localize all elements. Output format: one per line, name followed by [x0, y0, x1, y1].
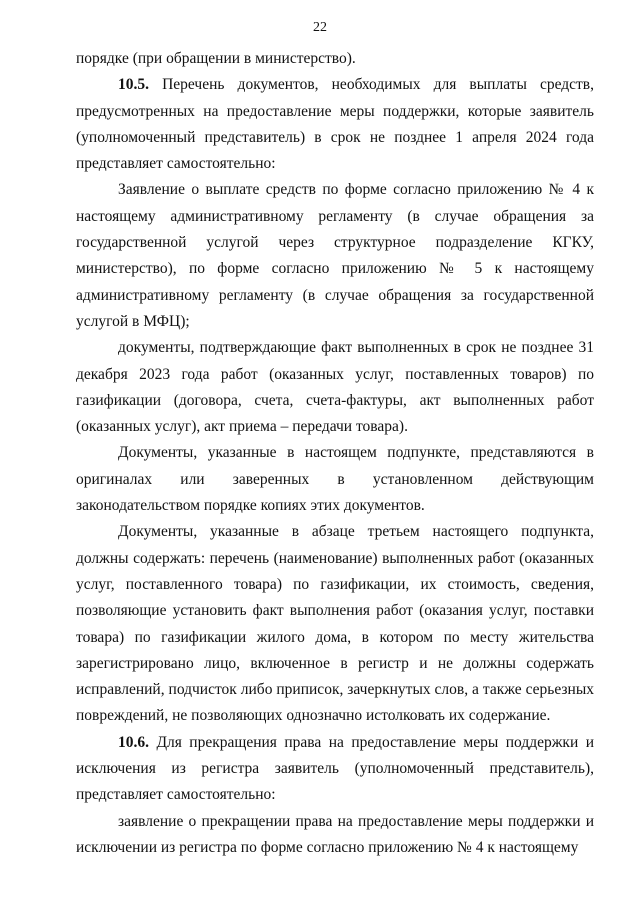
paragraph-10-6: [76, 730, 594, 809]
paragraph-text: Заявление о выплате средств по форме согласно приложению № 4 к настоящему административному регламенту (в случае обращения за государственной услугой через структурное подразделение КГКУ, министерство), по форме согласно приложению № 5 к настоящему административному регламенту (в случае обращения за государственной услугой в МФЦ);: [76, 181, 594, 330]
document-body: [76, 46, 594, 861]
paragraph-application: [76, 177, 594, 335]
paragraph-text: Документы, указанные в настоящем подпункте, представляются в оригиналах или заверенных в установленном действующим законодательством порядке копиях этих документов.: [76, 444, 594, 515]
paragraph-continuation: [76, 46, 594, 72]
paragraph-text: заявление о прекращении права на предоставление меры поддержки и исключении из регистра по форме согласно приложению № 4 к настоящему: [76, 812, 594, 856]
paragraph-text: Документы, указанные в абзаце третьем настоящего подпункта, должны содержать: перечень (наименование) выполненных работ (оказанных услуг, поставленного товара) по газификации, их стоимость, сведения, позволяющие установить факт выполнения работ (оказания услуг, поставки товара) по газификации жилого дома, в котором по месту жительства зарегистрировано лицо, включенное в регистр и не должны содержать исправлений, подчисток либо приписок, зачеркнутых слов, а также серьезных повреждений, не позволяющих однозначно истолковать их содержание.: [76, 523, 594, 725]
section-number: 10.5.: [118, 76, 149, 94]
paragraph-originals: [76, 440, 594, 519]
paragraph-content-requirements: [76, 519, 594, 729]
paragraph-text: Перечень документов, необходимых для выплаты средств, предусмотренных на предоставление меры поддержки, которые заявитель (уполномоченный представитель) в срок не позднее 1 апреля 2024 года представляет самостоятельно:: [76, 76, 594, 173]
paragraph-text: порядке (при обращении в министерство).: [76, 50, 356, 67]
paragraph-text: Для прекращения права на предоставление меры поддержки и исключения из регистра заявитель (уполномоченный представитель), представляет самостоятельно:: [76, 733, 594, 804]
paragraph-documents: [76, 335, 594, 440]
paragraph-termination: [76, 809, 594, 862]
paragraph-10-5: [76, 72, 594, 177]
paragraph-text: документы, подтверждающие факт выполненных в срок не позднее 31 декабря 2023 года работ (оказанных услуг, поставленных товаров) по газификации (договора, счета, счета-фактуры, акт выполненных работ (оказанных услуг), акт приема – передачи товара).: [76, 339, 594, 436]
page-number: 22: [313, 20, 327, 35]
section-number: 10.6.: [118, 733, 149, 751]
